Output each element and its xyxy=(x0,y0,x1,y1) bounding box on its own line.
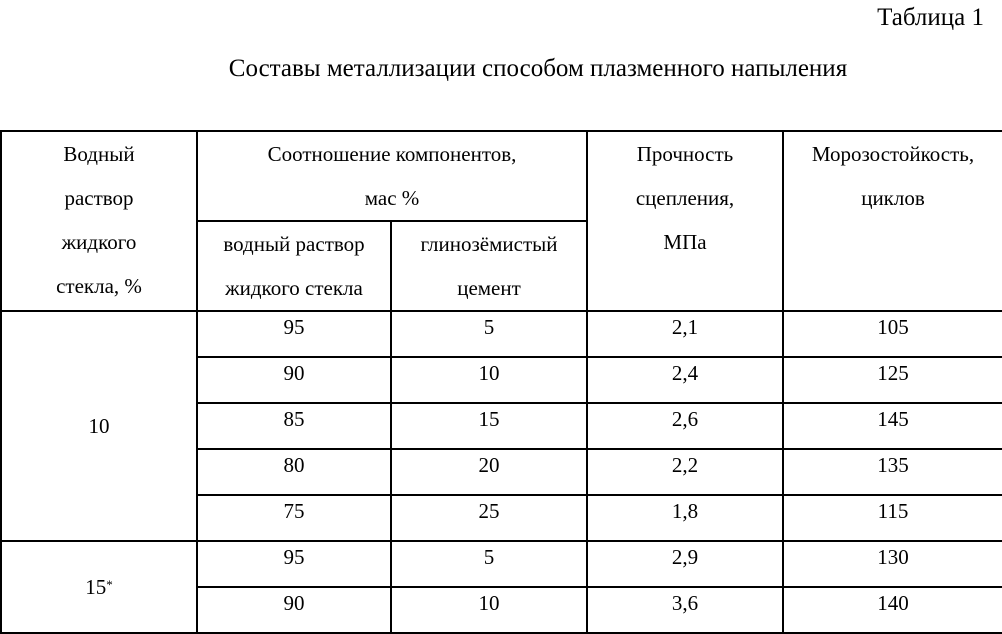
table-row xyxy=(1,311,1002,357)
strength-cell: 2,2 xyxy=(587,449,783,495)
header-cement-line: глинозёмистый xyxy=(420,232,558,256)
header-glass-solution-line: водный раствор xyxy=(223,232,365,256)
strength-cell: 2,6 xyxy=(587,403,783,449)
header-glass-percent-line: Водный xyxy=(63,142,135,166)
header-glass-solution-line: жидкого стекла xyxy=(225,276,363,300)
frost-cycles-cell: 145 xyxy=(783,403,1002,449)
cement-cell: 10 xyxy=(391,587,587,633)
header-glass-solution xyxy=(197,221,391,311)
cement-cell: 5 xyxy=(391,311,587,357)
header-frost-line: Морозостойкость, xyxy=(811,142,975,166)
glass-solution-cell: 80 xyxy=(197,449,391,495)
table-caption: Составы металлизации способом плазменного напыления xyxy=(228,55,848,82)
header-frost-line: циклов xyxy=(861,186,925,210)
glass-solution-cell: 90 xyxy=(197,357,391,403)
header-strength-line: сцепления, xyxy=(635,186,735,210)
glass-solution-cell: 95 xyxy=(197,311,391,357)
strength-cell: 2,9 xyxy=(587,541,783,587)
header-row-1 xyxy=(1,131,1002,221)
header-component-ratio xyxy=(197,131,587,221)
cement-cell: 15 xyxy=(391,403,587,449)
footnote-marker: * xyxy=(106,577,113,592)
table-row xyxy=(1,541,1002,587)
frost-cycles-cell: 105 xyxy=(783,311,1002,357)
glass-percent-value: 15 xyxy=(85,575,107,599)
header-cement-line: цемент xyxy=(457,276,521,300)
cement-cell: 20 xyxy=(391,449,587,495)
header-alumina-cement xyxy=(391,221,587,311)
glass-percent-value: 10 xyxy=(88,414,110,438)
frost-cycles-cell: 115 xyxy=(783,495,1002,541)
header-strength-line: Прочность xyxy=(636,142,734,166)
header-ratio-line: Соотношение компонентов, xyxy=(267,142,517,166)
glass-percent-cell xyxy=(1,311,197,541)
header-glass-percent-line: раствор xyxy=(64,186,134,210)
glass-solution-cell: 85 xyxy=(197,403,391,449)
table-label: Таблица 1 xyxy=(877,4,984,31)
header-strength-line: МПа xyxy=(663,230,707,254)
frost-cycles-cell: 135 xyxy=(783,449,1002,495)
strength-cell: 2,1 xyxy=(587,311,783,357)
glass-solution-cell: 95 xyxy=(197,541,391,587)
strength-cell: 2,4 xyxy=(587,357,783,403)
composition-table xyxy=(0,130,1002,634)
frost-cycles-cell: 140 xyxy=(783,587,1002,633)
header-glass-percent-line: жидкого xyxy=(61,230,137,254)
strength-cell: 1,8 xyxy=(587,495,783,541)
header-glass-percent xyxy=(1,131,197,311)
glass-percent-cell xyxy=(1,541,197,633)
frost-cycles-cell: 125 xyxy=(783,357,1002,403)
header-glass-percent-line: стекла, % xyxy=(56,274,142,298)
glass-solution-cell: 90 xyxy=(197,587,391,633)
glass-solution-cell: 75 xyxy=(197,495,391,541)
strength-cell: 3,6 xyxy=(587,587,783,633)
cement-cell: 25 xyxy=(391,495,587,541)
header-ratio-line: мас % xyxy=(364,186,420,210)
cement-cell: 10 xyxy=(391,357,587,403)
table-body xyxy=(1,131,1002,633)
cement-cell: 5 xyxy=(391,541,587,587)
header-bond-strength xyxy=(587,131,783,311)
frost-cycles-cell: 130 xyxy=(783,541,1002,587)
header-frost-resistance xyxy=(783,131,1002,311)
